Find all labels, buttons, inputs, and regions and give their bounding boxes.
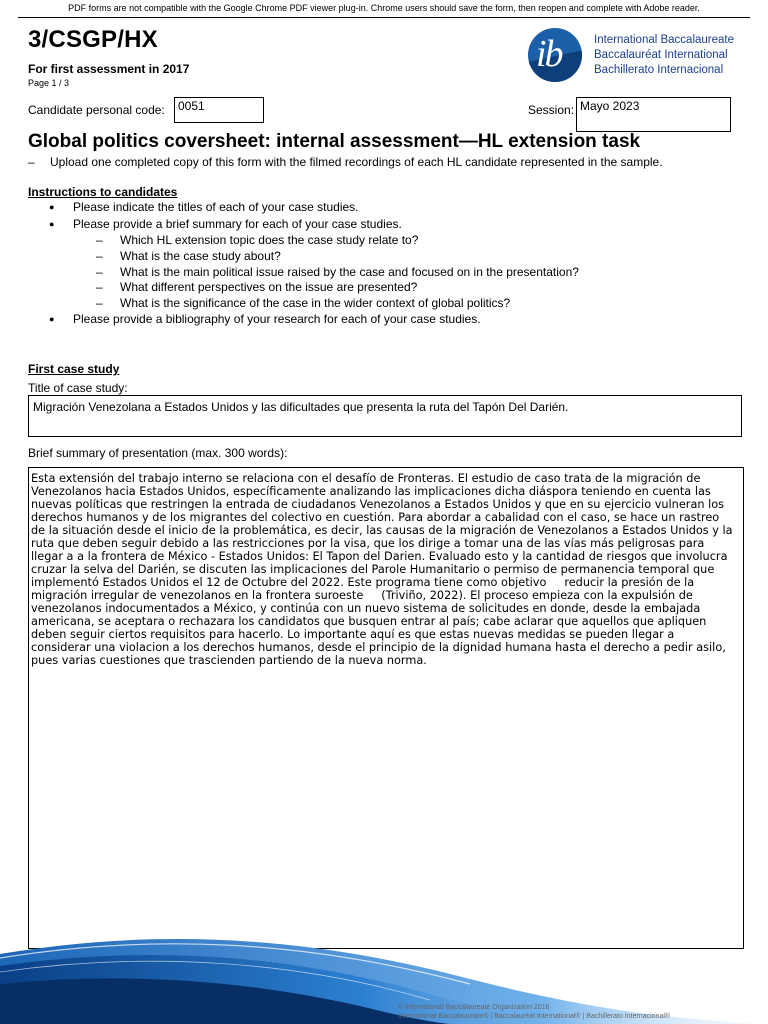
instruction-subitem: – Which HL extension topic does the case study relate to? <box>96 233 419 247</box>
instruction-subitem: – What different perspectives on the issue are presented? <box>96 280 418 294</box>
ib-logo-text: International Baccalaureate Baccalauréat International Bachillerato Internacional <box>594 34 735 76</box>
first-case-heading: First case study <box>28 362 120 376</box>
page-title: Global politics coversheet: internal assessment—HL extension task <box>28 131 641 152</box>
candidate-code-field[interactable]: 0051 <box>174 97 264 123</box>
form-code: 3/CSGP/HX <box>28 26 158 53</box>
summary-text: Esta extensión del trabajo interno se relaciona con el desafío de Fronteras. El estudio de caso trata de la migración de Venezolanos hacia Estados Unidos, específicamente analizando las implicaciones dicha diáspora teniendo en cuenta las nuevas políticas que restringen la entrada de ciudadanos Venezolanos a Estados Unidos y que en su ejercicio vulneran los derechos humanos y de los migrantes del colectivo en cuestión. Para abordar a cabalidad con el caso, se hace un rastreo de la situación desde el inicio de la problemática, es decir, las causas de la migración de Venezolanos a Estados Unidos y la ruta que deben seguir debido a las restricciones por la visa, que los dirige a tomar una de las vías más peligrosas para llegar a a la frontera de México - Estados Unidos: El Tapon del Darien. Evaluado esto y la cantidad de riesgos que involucra cruzar la selva del Darién, se discuten las implicaciones del Parole Humanitario o permiso de permanencia temporal que implementó Estados Unidos el 12 de Octubre del 2022. Este programa tiene como objetivo reducir la presión de la migración irregular de venezolanos en la frontera suroeste (Triviño, 2022). El proceso empieza con la expulsión de venezolanos indocumentados a México, y continúa con un nuevo sistema de solicitudes en donde, desde la embajada americana, se aceptara o rechazara los candidatos que busquen entrar al país; cabe aclarar que aquellos que apliquen deben seguir ciertos requisitos para hacerlo. Lo importante aquí es que estas nuevas medidas se pueden llegar a considerar una violacion a los derechos humanos, desde el principio de la dignidad humana hasta el derecho a pedir asilo, pues varias cuestiones que trascienden partiendo de la nueva norma. <box>31 472 733 667</box>
instruction-item: ● Please provide a brief summary for each of your case studies. <box>49 217 402 231</box>
header-rule <box>18 17 750 18</box>
instruction-subitem: – What is the case study about? <box>96 249 281 263</box>
instruction-item: ● Please provide a bibliography of your research for each of your case studies. <box>49 312 481 326</box>
instruction-subitem: – What is the main political issue raised by the case and focused on in the presentation? <box>96 265 579 279</box>
page-number: Page 1 / 3 <box>28 78 70 88</box>
instruction-subitem: – What is the significance of the case in the wider context of global politics? <box>96 296 511 310</box>
session-field[interactable]: Mayo 2023 <box>576 97 731 132</box>
candidate-code-label: Candidate personal code: <box>28 103 165 117</box>
first-assessment: For first assessment in 2017 <box>28 62 190 76</box>
pdf-notice: PDF forms are not compatible with the Google Chrome PDF viewer plug-in. Chrome users should save the form, then reopen and complete with Adobe reader. <box>68 3 700 13</box>
upload-instruction: – Upload one completed copy of this form with the filmed recordings of each HL candidate represented in the sample. <box>28 155 663 169</box>
ib-logo <box>528 28 744 82</box>
session-label: Session: <box>528 103 575 117</box>
instructions-heading: Instructions to candidates <box>28 185 178 199</box>
summary-label: Brief summary of presentation (max. 300 words): <box>28 446 288 460</box>
case-title-field[interactable]: Migración Venezolana a Estados Unidos y las dificultades que presenta la ruta del Tapón Del Darién. <box>28 395 742 437</box>
copyright: © International Baccalaureate Organization 2016 International Baccalaureate® | Baccalauréat International® | Bachillerato Internacional® <box>398 1004 671 1020</box>
instruction-item: ● Please indicate the titles of each of your case studies. <box>49 200 359 214</box>
ib-logo-mark: ib <box>528 28 582 82</box>
case-title-label: Title of case study: <box>28 381 128 395</box>
summary-field[interactable] <box>28 467 744 949</box>
